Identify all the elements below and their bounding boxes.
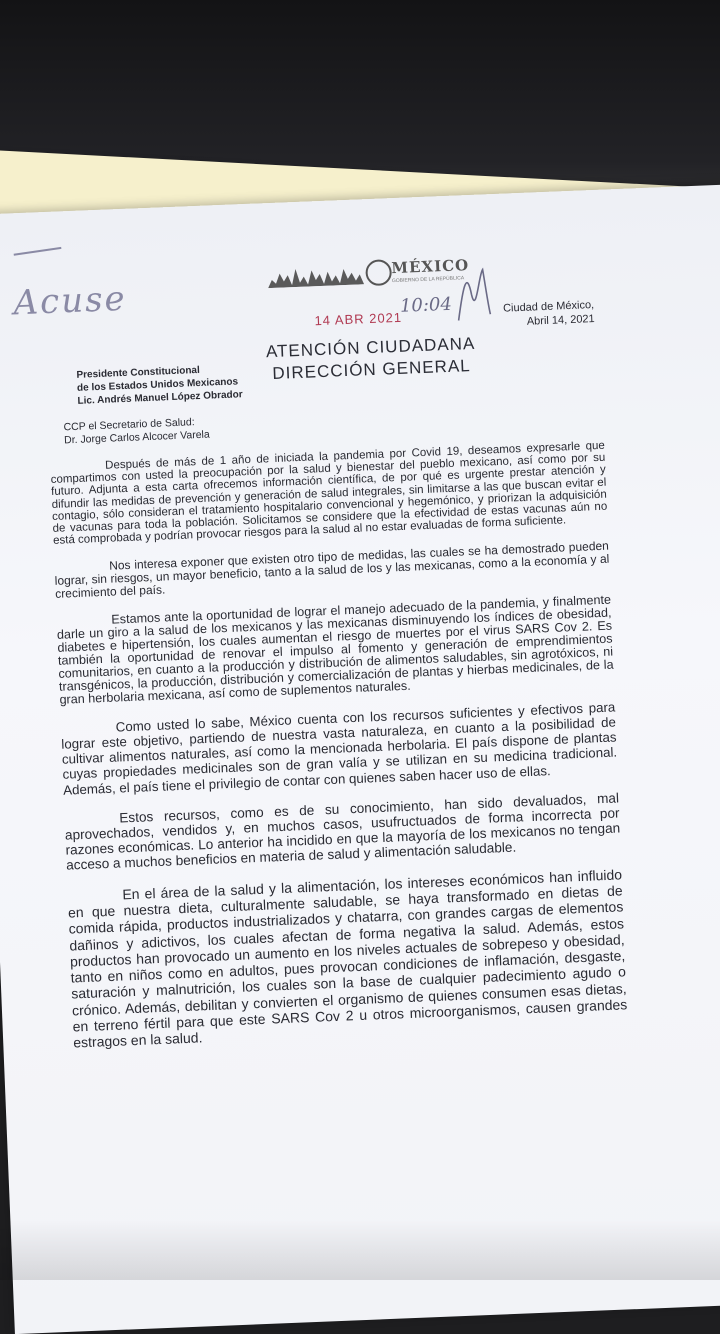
- paragraph-5: Estos recursos, como es de su conocimiento, han sido devaluados, mal aprovechados, vendidos y, en muchos casos, usufructuados de forma incorrecta por razones económicas. Lo anterior ha incidido en que la mayoría de los mexicanos no tengan acceso a muchos beneficios en materia de salud y alimentación saludable.: [64, 790, 621, 874]
- country-name: MÉXICO: [391, 256, 470, 278]
- office-line-2: DIRECCIÓN GENERAL: [272, 356, 472, 383]
- recipient-line-1: Presidente Constitucional: [76, 364, 201, 381]
- seal-emblem-icon: [365, 259, 392, 286]
- place-and-date: [474, 298, 595, 331]
- paragraph-4: Como usted lo sabe, México cuenta con los recursos suficientes y efectivos para lograr este objetivo, partiendo de nuestra vasta naturaleza, en cuanto a la posibilidad de cultivar alimentos naturales, así como la mencionada herbolaria. El país dispone de plantas cuyas propiedades medicinales son de gran valía y se utilizan en su medicina tradicional. Además, el país tiene el privilegio de contar con quienes saben hacer uso de ellas.: [61, 699, 618, 798]
- ccp-block: [63, 416, 210, 448]
- letter-page: [0, 183, 720, 1334]
- handwritten-dash: [14, 247, 62, 256]
- recipient-block: [76, 362, 243, 408]
- handwritten-note: Acuse: [12, 278, 128, 324]
- place: Ciudad de México,: [502, 299, 595, 315]
- received-stamp-office: [265, 333, 477, 385]
- paragraph-2: Nos interesa exponer que existen otro tipo de medidas, las cuales se ha demostrado pueden lograr, sin riesgos, un mayor beneficio, tanto a la salud de los y las mexicanas, como a la economía y al crecimiento del país.: [54, 539, 610, 601]
- paragraph-6: En el área de la salud y la alimentación, los intereses económicos han influido en que nuestra dieta, culturalmente saludable, se haya transformado en dietas de comida rápida, productos industrializados y chatarra, con grandes cargas de elementos dañinos y adictivos, los cuales afectan de forma negativa la salud. Además, estos productos han provocado un aumento en los niveles actuales de sobrepeso y obesidad, tanto en niños como en adultos, pues provocan condiciones de inflamación, desgaste, saturación y malnutrición, los cuales son la base de cualquier padecimiento agudo o crónico. Además, debilitan y convierten el organismo de quienes consumen esas dietas, en terreno fértil para que este SARS Cov 2 u otros microorganismos, causen grandes estragos en la salud.: [67, 866, 628, 1051]
- paragraph-1: Después de más de 1 año de iniciada la pandemia por Covid 19, deseamos expresarle que compartimos con usted la preocupación por la salud y bienestar del pueblo mexicano, así como por su futuro. Adjunta a esta carta ofrecemos información científica, de por qué es urgente prestar atención y difundir las medidas de prevención y generación de salud integrales, sin limitarse a las que buscan evitar el contagio, sólo consideran el tratamiento hospitalario convencional y hegemónico, y priorizan la adquisición de vacunas para toda la población. Solicitamos se considere que la efectividad de estas vacunas aún no está comprobada y podrían provocar riesgos para la salud al no estar evaluadas de forma suficiente.: [50, 439, 608, 548]
- buildings-graphic-icon: [267, 262, 364, 288]
- letter-body: [50, 440, 629, 1066]
- recipient-line-2: de los Estados Unidos Mexicanos: [76, 376, 239, 394]
- date: Abril 14, 2021: [526, 313, 595, 328]
- received-stamp-time: 10:04: [399, 293, 453, 317]
- recipient-line-3: Lic. Andrés Manuel López Obrador: [77, 389, 243, 407]
- paragraph-3: Estamos ante la oportunidad de lograr el manejo adecuado de la pandemia, y finalmente darle un giro a la salud de los mexicanos y las mexicanas disminuyendo los índices de obesidad, diabetes e hipertensión, los cuales aumentan el riesgo de muertes por el virus SARS Cov 2. Es también la oportunidad de renovar el impulso al fomento y generación de emprendimientos comunitarios, en cuanto a la producción y distribución de alimentos saludables, sin agrotóxicos, ni transgénicos, la producción, distribución y comercialización de plantas y hierbas medicinales, de la gran herbolaria mexicana, así como de suplementos naturales.: [56, 592, 614, 707]
- bottom-shadow: [0, 1220, 720, 1280]
- ccp-line-2: Dr. Jorge Carlos Alcocer Varela: [63, 428, 210, 447]
- office-line-1: ATENCIÓN CIUDADANA: [265, 333, 476, 362]
- government-subtitle: GOBIERNO DE LA REPÚBLICA: [391, 275, 465, 285]
- received-stamp-date: 14 ABR 2021: [314, 309, 403, 329]
- ccp-line-1: CCP el Secretario de Salud:: [63, 416, 195, 434]
